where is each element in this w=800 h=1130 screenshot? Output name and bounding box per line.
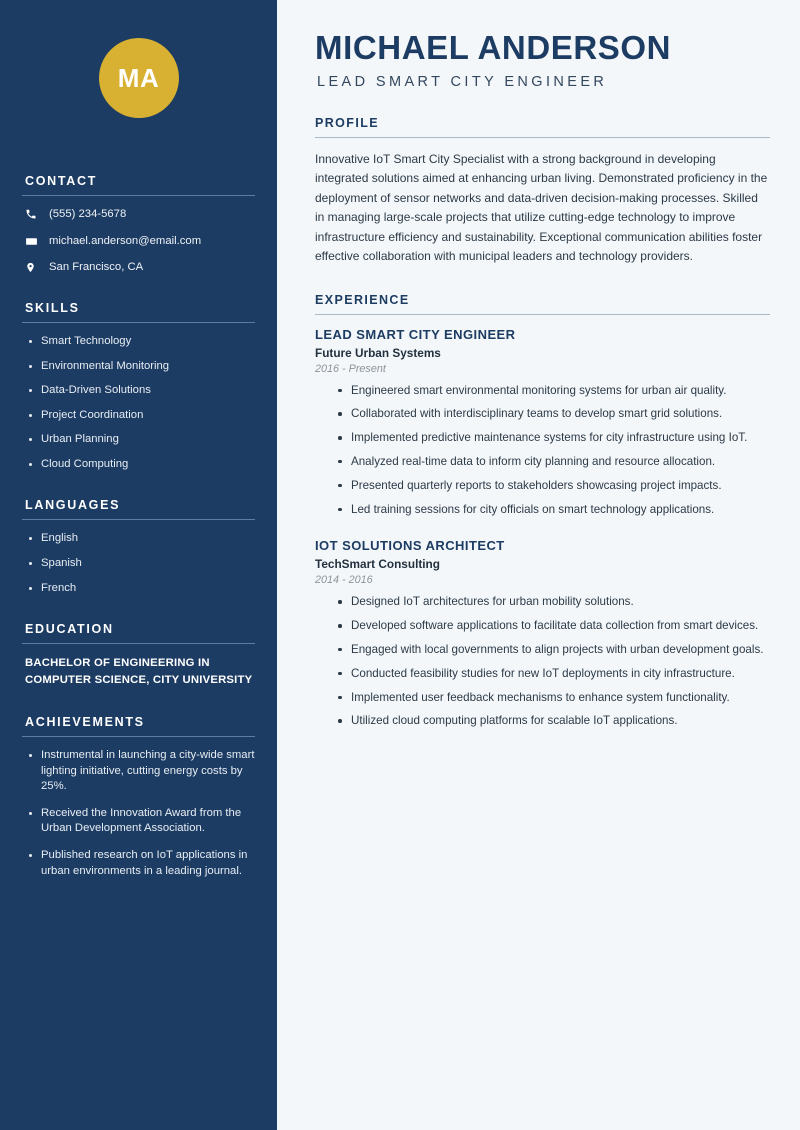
- sidebar: [0, 0, 277, 1130]
- avatar: MA: [99, 38, 179, 118]
- skills-heading: SKILLS: [25, 301, 80, 316]
- languages-heading: LANGUAGES: [25, 498, 121, 513]
- list-item: Implemented predictive maintenance systems for city infrastructure using IoT.: [337, 430, 770, 447]
- experience-entry: [315, 538, 770, 730]
- profile-section: [315, 116, 770, 267]
- contact-phone-value: (555) 234-5678: [49, 208, 127, 220]
- contact-location-value: San Francisco, CA: [49, 261, 144, 274]
- education-divider: [22, 643, 255, 644]
- education-degree-line-2: COMPUTER SCIENCE, CITY UNIVERSITY: [25, 674, 253, 687]
- achievements-list: [22, 748, 255, 879]
- list-item: Instrumental in launching a city-wide smart lighting initiative, cutting energy costs by 25%.: [27, 748, 255, 795]
- list-item: Implemented user feedback mechanisms to enhance system functionality.: [337, 690, 770, 707]
- contact-item-phone: [22, 207, 255, 222]
- contact-section: [22, 174, 255, 275]
- location-pin-icon: [25, 261, 42, 274]
- list-item: Received the Innovation Award from the Urban Development Association.: [27, 806, 255, 837]
- experience-divider: [315, 314, 770, 315]
- list-item: Urban Planning: [27, 432, 255, 448]
- languages-divider: [22, 519, 255, 520]
- skills-section: [22, 301, 255, 472]
- list-item: English: [27, 531, 255, 547]
- contact-heading: CONTACT: [25, 174, 98, 188]
- experience-company: TechSmart Consulting: [315, 557, 440, 572]
- list-item: Spanish: [27, 556, 255, 572]
- list-item: Cloud Computing: [27, 457, 255, 473]
- languages-list: [22, 531, 255, 596]
- experience-heading: EXPERIENCE: [315, 292, 410, 307]
- list-item: Engaged with local governments to align projects with urban development goals.: [337, 642, 770, 659]
- contact-divider: [22, 195, 255, 196]
- list-item: Designed IoT architectures for urban mobility solutions.: [337, 594, 770, 611]
- skills-divider: [22, 322, 255, 323]
- contact-item-location: [22, 260, 255, 275]
- achievements-divider: [22, 736, 255, 737]
- profile-text: Innovative IoT Smart City Specialist with a strong background in developing integrated solutions aimed at enhancing urban living. Demonstrated proficiency in the deployment of sensor networks and data-driven decision-making processes. Skilled in managing large-scale projects that utilize cutting-edge technology to improve infrastructure efficiency and sustainability. Exceptional communication abilities foster effective collaboration with municipal leaders and technology providers.: [315, 151, 768, 264]
- list-item: French: [27, 581, 255, 597]
- list-item: Utilized cloud computing platforms for scalable IoT applications.: [337, 713, 770, 730]
- contact-email-value: michael.anderson@email.com: [49, 234, 202, 247]
- list-item: Project Coordination: [27, 408, 255, 424]
- experience-section: [315, 293, 770, 731]
- experience-job-title: IOT SOLUTIONS ARCHITECT: [315, 538, 505, 554]
- experience-company: Future Urban Systems: [315, 345, 441, 360]
- experience-job-title: LEAD SMART CITY ENGINEER: [315, 326, 516, 342]
- education-section: [22, 622, 255, 689]
- achievements-section: [22, 715, 255, 879]
- list-item: Collaborated with interdisciplinary teams to develop smart grid solutions.: [337, 406, 770, 423]
- main-content: [283, 0, 800, 1130]
- list-item: Developed software applications to facilitate data collection from smart devices.: [337, 618, 770, 635]
- experience-dates: 2016 - Present: [315, 362, 386, 375]
- list-item: Presented quarterly reports to stakeholders showcasing project impacts.: [337, 478, 770, 495]
- achievements-heading: ACHIEVEMENTS: [25, 715, 145, 730]
- avatar-container: [22, 0, 255, 128]
- experience-bullet-list: [315, 594, 770, 730]
- list-item: Led training sessions for city officials on smart technology applications.: [337, 502, 770, 519]
- envelope-icon: [25, 235, 42, 248]
- page-title: MICHAEL ANDERSON: [315, 29, 672, 66]
- list-item: Smart Technology: [27, 334, 255, 350]
- languages-section: [22, 498, 255, 596]
- contact-item-email: [22, 234, 255, 249]
- experience-entry: [315, 327, 770, 519]
- list-item: Conducted feasibility studies for new IoT deployments in city infrastructure.: [337, 666, 770, 683]
- list-item: Published research on IoT applications in urban environments in a leading journal.: [27, 848, 255, 879]
- list-item: Analyzed real-time data to inform city planning and resource allocation.: [337, 454, 770, 471]
- education-degree-line-1: BACHELOR OF ENGINEERING IN: [25, 657, 210, 670]
- list-item: Data-Driven Solutions: [27, 383, 255, 399]
- phone-icon: [25, 208, 42, 220]
- experience-dates: 2014 - 2016: [315, 574, 373, 587]
- profile-heading: PROFILE: [315, 115, 379, 130]
- skills-list: [22, 334, 255, 472]
- job-title-subtitle: LEAD SMART CITY ENGINEER: [317, 73, 608, 90]
- profile-divider: [315, 137, 770, 138]
- list-item: Environmental Monitoring: [27, 359, 255, 375]
- education-heading: EDUCATION: [25, 622, 114, 637]
- list-item: Engineered smart environmental monitoring systems for urban air quality.: [337, 383, 770, 400]
- experience-bullet-list: [315, 383, 770, 519]
